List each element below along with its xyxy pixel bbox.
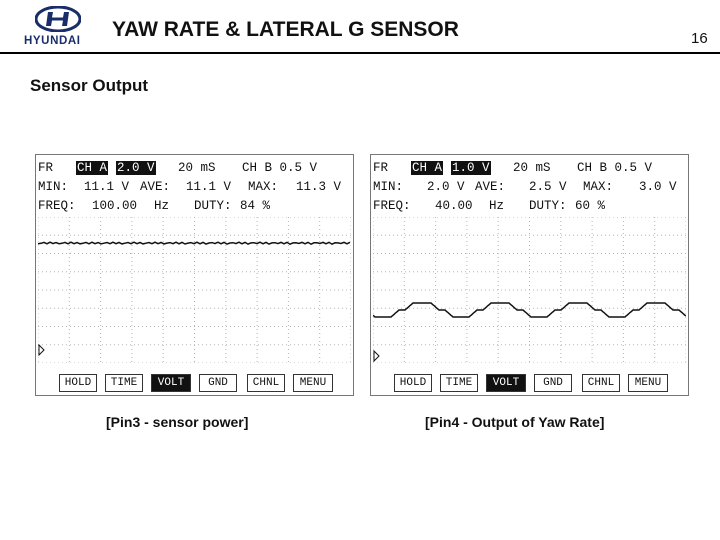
hyundai-emblem-icon — [35, 6, 81, 32]
duty-label: DUTY: — [529, 199, 567, 213]
time-button[interactable]: TIME — [105, 374, 143, 392]
time-division: 20 mS — [178, 161, 216, 175]
duty-label: DUTY: — [194, 199, 232, 213]
min-value: 11.1 V — [84, 180, 130, 194]
graticule — [38, 217, 351, 363]
page-number: 16 — [691, 30, 708, 47]
time-division: 20 mS — [513, 161, 551, 175]
chnl-button[interactable]: CHNL — [582, 374, 620, 392]
scope-header-row — [36, 159, 353, 177]
scope-screen-pin4 — [370, 154, 689, 396]
ave-label: AVE: — [475, 180, 506, 194]
duty-value: 60 % — [575, 199, 606, 213]
ave-value: 2.5 V — [529, 180, 567, 194]
hold-button[interactable]: HOLD — [59, 374, 97, 392]
channel-a-label[interactable]: CH A — [77, 161, 108, 175]
frame-label: FR — [38, 161, 54, 175]
hold-button[interactable]: HOLD — [394, 374, 432, 392]
caption-pin4: [Pin4 - Output of Yaw Rate] — [425, 414, 605, 430]
scope-stats-row — [36, 178, 353, 196]
freq-unit: Hz — [489, 199, 505, 213]
section-subtitle: Sensor Output — [30, 76, 149, 95]
frame-label: FR — [373, 161, 389, 175]
min-value: 2.0 V — [427, 180, 465, 194]
waveform-display — [373, 217, 686, 363]
freq-label: FREQ: — [373, 199, 411, 213]
channel-b-scale: CH B 0.5 V — [577, 161, 653, 175]
scope-header-row — [371, 159, 688, 177]
chnl-button[interactable]: CHNL — [247, 374, 285, 392]
scope-freq-row — [371, 197, 688, 215]
gnd-button[interactable]: GND — [199, 374, 237, 392]
menu-button[interactable]: MENU — [628, 374, 668, 392]
freq-label: FREQ: — [38, 199, 76, 213]
scope-button-bar — [371, 373, 688, 393]
freq-value: 100.00 — [92, 199, 138, 213]
gnd-button[interactable]: GND — [534, 374, 572, 392]
page-title: YAW RATE & LATERAL G SENSOR — [112, 18, 459, 41]
scope-button-bar — [36, 373, 353, 393]
channel-a-label[interactable]: CH A — [412, 161, 443, 175]
ground-marker-icon — [374, 351, 379, 361]
max-label: MAX: — [248, 180, 279, 194]
min-label: MIN: — [373, 180, 404, 194]
hyundai-logo — [24, 6, 96, 50]
caption-pin3: [Pin3 - sensor power] — [106, 414, 249, 430]
time-button[interactable]: TIME — [440, 374, 478, 392]
header-divider — [0, 52, 720, 54]
min-label: MIN: — [38, 180, 69, 194]
scope-screen-pin3 — [35, 154, 354, 396]
max-value: 3.0 V — [639, 180, 677, 194]
ave-label: AVE: — [140, 180, 171, 194]
logo-wordmark: HYUNDAI — [24, 35, 81, 47]
ave-value: 11.1 V — [186, 180, 232, 194]
volt-button[interactable]: VOLT — [486, 374, 526, 392]
ground-marker-icon — [39, 345, 44, 355]
menu-button[interactable]: MENU — [293, 374, 333, 392]
channel-b-scale: CH B 0.5 V — [242, 161, 318, 175]
freq-value: 40.00 — [435, 199, 473, 213]
volt-button[interactable]: VOLT — [151, 374, 191, 392]
channel-a-scale[interactable]: 1.0 V — [452, 161, 490, 175]
waveform-trace — [38, 242, 350, 244]
max-value: 11.3 V — [296, 180, 342, 194]
duty-value: 84 % — [240, 199, 271, 213]
max-label: MAX: — [583, 180, 614, 194]
freq-unit: Hz — [154, 199, 170, 213]
waveform-display — [38, 217, 351, 363]
scope-freq-row — [36, 197, 353, 215]
channel-a-scale[interactable]: 2.0 V — [117, 161, 155, 175]
scope-stats-row — [371, 178, 688, 196]
graticule — [373, 217, 686, 363]
